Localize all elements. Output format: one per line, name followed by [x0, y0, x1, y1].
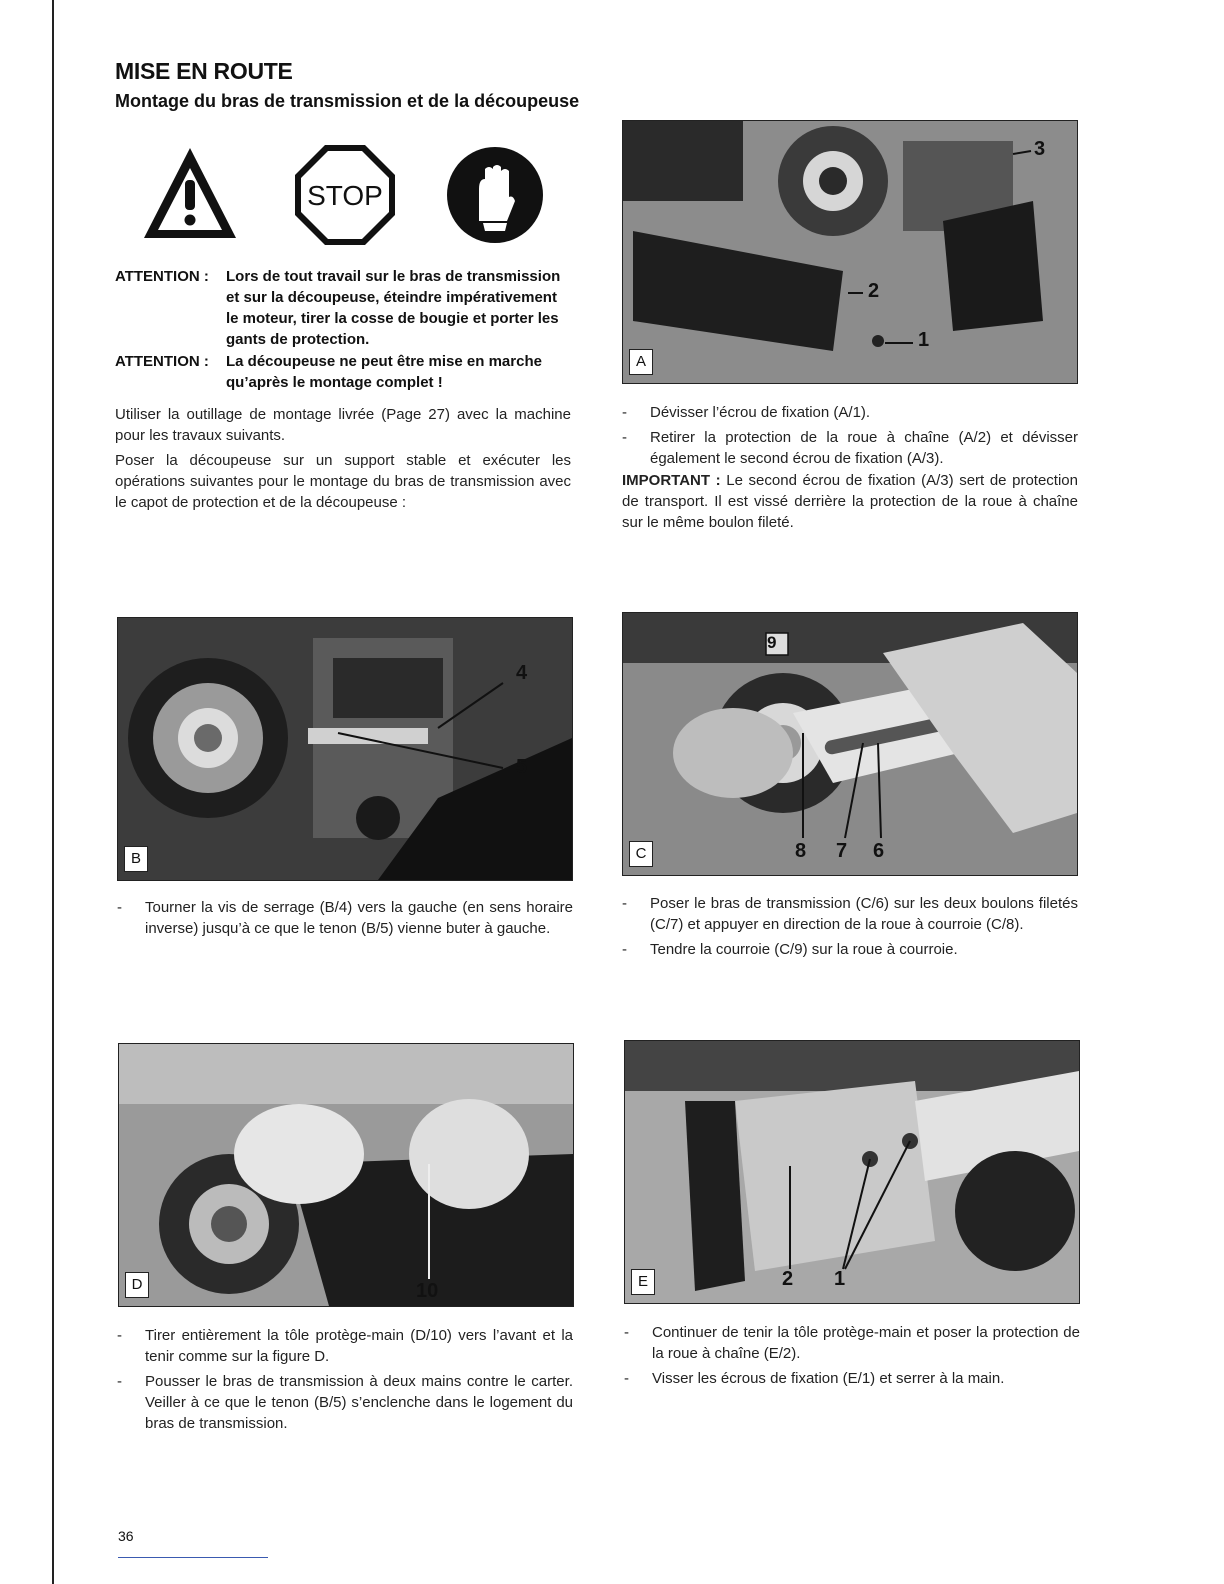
important-label: IMPORTANT : [622, 472, 721, 489]
figure-a-photo [622, 120, 1078, 384]
callout-d-10: 10 [416, 1280, 439, 1302]
page-subtitle: Montage du bras de transmission et de la découpeuse [115, 91, 580, 111]
figure-label: B [124, 846, 148, 872]
callout-c-8: 8 [795, 840, 807, 862]
attention-label: ATTENTION : [115, 268, 209, 285]
callout-e-1: 1 [834, 1268, 846, 1290]
list-item: - Retirer la protection de la roue à chaîne (A/2) et dévisser également le second écrou de fixation (A/3). [622, 427, 1078, 469]
callout-a-2: 2 [868, 280, 880, 302]
list-item: - Tirer entièrement la tôle protège-main (D/10) vers l’avant et la tenir comme sur la figure D. [117, 1325, 573, 1367]
callout-c-9: 9 [767, 633, 777, 652]
important-text: Le second écrou de fixation (A/3) sert de protection de transport. Il est vissé derrière la protection de la roue à chaîne sur le même boulon fileté. [622, 472, 1078, 531]
important-note [622, 470, 1078, 533]
callout-c-6: 6 [873, 840, 885, 862]
steps-b [117, 897, 573, 943]
figure-label: C [629, 841, 653, 867]
page-title: MISE EN ROUTE [115, 58, 293, 84]
figure-b-photo [117, 617, 573, 881]
steps-c [622, 893, 1078, 964]
stop-sign-text: STOP [307, 180, 383, 211]
figure-label: A [629, 349, 653, 375]
list-item: - Continuer de tenir la tôle protège-main et poser la protection de la roue à chaîne (E/2). [624, 1322, 1080, 1364]
list-item: - Visser les écrous de fixation (E/1) et serrer à la main. [624, 1368, 1080, 1389]
warning-triangle-icon [144, 148, 236, 238]
callout-b-5: 5 [516, 756, 528, 778]
list-item: - Tendre la courroie (C/9) sur la roue à courroie. [622, 939, 1078, 960]
attention-text: Lors de tout travail sur le bras de transmission et sur la découpeuse, éteindre impérativement le moteur, tirer la cosse de bougie et porter les gants de protection. [226, 268, 561, 348]
figure-c-photo [622, 612, 1078, 876]
figure-label: D [125, 1272, 149, 1298]
intro-paragraph-2: Poser la découpeuse sur un support stable et exécuter les opérations suivantes pour le montage du bras de transmission avec le capot de protection et de la découpeuse : [115, 452, 571, 511]
steps-e [624, 1322, 1080, 1393]
attention-note-1 [115, 266, 575, 352]
list-item: - Poser le bras de transmission (C/6) sur les deux boulons filetés (C/7) et appuyer en direction de la roue à courroie (C/8). [622, 893, 1078, 935]
page-number: 36 [118, 1528, 134, 1544]
figure-label: E [631, 1269, 655, 1295]
callout-a-3: 3 [1034, 138, 1046, 160]
warning-icons [140, 140, 560, 250]
attention-label: ATTENTION : [115, 353, 209, 370]
callout-e-2: 2 [782, 1268, 794, 1290]
stop-sign-icon [295, 145, 395, 245]
intro-paragraph-1: Utiliser la outillage de montage livrée (Page 27) avec la machine pour les travaux suivants. [115, 406, 571, 444]
attention-note-2 [115, 351, 575, 395]
attention-text: La découpeuse ne peut être mise en marche qu’après le montage complet ! [226, 353, 542, 391]
list-item: - Dévisser l’écrou de fixation (A/1). [622, 402, 1078, 423]
callout-b-4: 4 [516, 662, 528, 684]
figure-e-photo [624, 1040, 1080, 1304]
figure-d-photo [118, 1043, 574, 1307]
gloves-icon [447, 147, 543, 243]
list-item: - Pousser le bras de transmission à deux mains contre le carter. Veiller à ce que le tenon (B/5) s’enclenche dans le logement du bras de transmission. [117, 1371, 573, 1434]
list-item: - Tourner la vis de serrage (B/4) vers la gauche (en sens horaire inverse) jusqu’à ce que le tenon (B/5) vienne buter à gauche. [117, 897, 573, 939]
callout-c-7: 7 [836, 840, 848, 862]
steps-d [117, 1325, 573, 1438]
margin-rule [52, 0, 54, 1584]
callout-a-1: 1 [918, 329, 930, 351]
steps-a [622, 402, 1078, 473]
footer-rule [118, 1557, 268, 1558]
